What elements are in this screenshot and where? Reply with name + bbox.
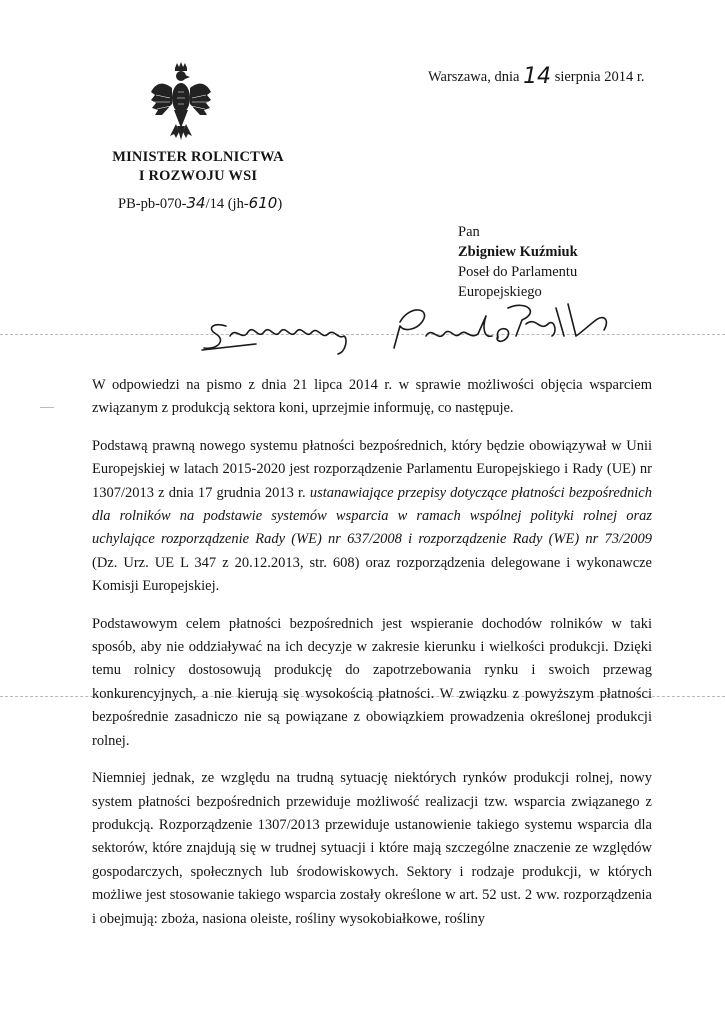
addressee-block: [458, 222, 578, 302]
reference-number: [118, 194, 282, 213]
margin-mark: [40, 407, 54, 408]
ref-prefix: PB-pb-070-: [118, 196, 187, 212]
addressee-role-line-1: Poseł do Parlamentu: [458, 264, 578, 280]
place-date: [428, 64, 645, 89]
ministry-heading: [108, 148, 288, 186]
ref-middle: /14 (jh-: [205, 196, 249, 212]
date-prefix: Warszawa, dnia: [428, 69, 520, 85]
handwritten-salutation-signature: [196, 296, 616, 358]
regulation-title-italic: ustanawiające przepisy dotyczące płatności bezpośrednich dla rolników na podstawie systemów wsparcia w ramach wspólnej polityki rolnej oraz uchylające rozporządzenie Rady (WE) nr 637/2008 i rozporządzenie Rady (WE) nr 73/2009: [92, 484, 652, 548]
addressee-role-line-2: Europejskiego: [458, 284, 542, 300]
paragraph-4: Niemniej jednak, ze względu na trudną sytuację niektórych rynków produkcji rolnej, nowy system płatności bezpośrednich przewiduje możliwość realizacji tzw. wsparcia związanego z produkcją. Rozporządzenie 1307/2013 przewiduje ustanowienie takiego systemu wsparcia dla sektorów, które znajdują się w trudnej sytuacji i które mają szczególne znaczenie ze względów gospodarczych, społecznych lub środowiskowych. Sektory i rodzaje produkcji, w których możliwe jest stosowanie takiego wsparcia zostały określone w art. 52 ust. 2 ww. rozporządzenia i obejmują: zboża, nasiona oleiste, rośliny wysokobiałkowe, rośliny: [92, 770, 652, 927]
paragraph-2-part-a: Podstawą prawną nowego systemu płatności bezpośrednich, który będzie obowiązywał w Unii Europejskiej w latach 2015-2020 jest rozporządzenie Parlamentu Europejskiego i Rady (UE) nr 1307/2013 z dnia 17 grudnia 2013 r.: [92, 437, 652, 501]
paragraph-2: [92, 435, 652, 599]
eagle-emblem-icon: [150, 62, 212, 140]
addressee-name: Zbigniew Kuźmiuk: [458, 244, 578, 260]
paragraph-2-part-b: (Dz. Urz. UE L 347 z 20.12.2013, str. 608) oraz rozporządzenia delegowane i wykonawcze Komisji Europejskiej.: [92, 554, 652, 595]
date-handwritten-day: 14: [523, 64, 552, 89]
paragraph-1: W odpowiedzi na pismo z dnia 21 lipca 2014 r. w sprawie możliwości objęcia wsparciem związanym z produkcją sektora koni, uprzejmie informuję, co następuje.: [92, 377, 652, 417]
paragraph-3: Podstawowym celem płatności bezpośrednich jest wspieranie dochodów rolników w taki sposób, aby nie oddziaływać na ich decyzje w zakresie kierunku i wielkości produkcji. Dzięki temu rolnicy dostosowują produkcję do zapotrzebowania rynku i swoich przewag konkurencyjnych, a nie kierują się wysokością płatności. W związku z powyższym płatności bezpośrednie zasadniczo nie są powiązane z obowiązkiem prowadzenia określonej produkcji rolnej.: [92, 615, 652, 749]
letter-body: [92, 374, 652, 945]
ref-handwritten-number: 34: [186, 194, 206, 212]
ministry-line-2: I ROZWOJU WSI: [138, 168, 258, 184]
ref-suffix: ): [277, 196, 283, 212]
ref-handwritten-code: 610: [248, 194, 278, 212]
addressee-salutation: Pan: [458, 224, 480, 240]
date-suffix: sierpnia 2014 r.: [554, 69, 645, 85]
ministry-line-1: MINISTER ROLNICTWA: [112, 149, 284, 165]
